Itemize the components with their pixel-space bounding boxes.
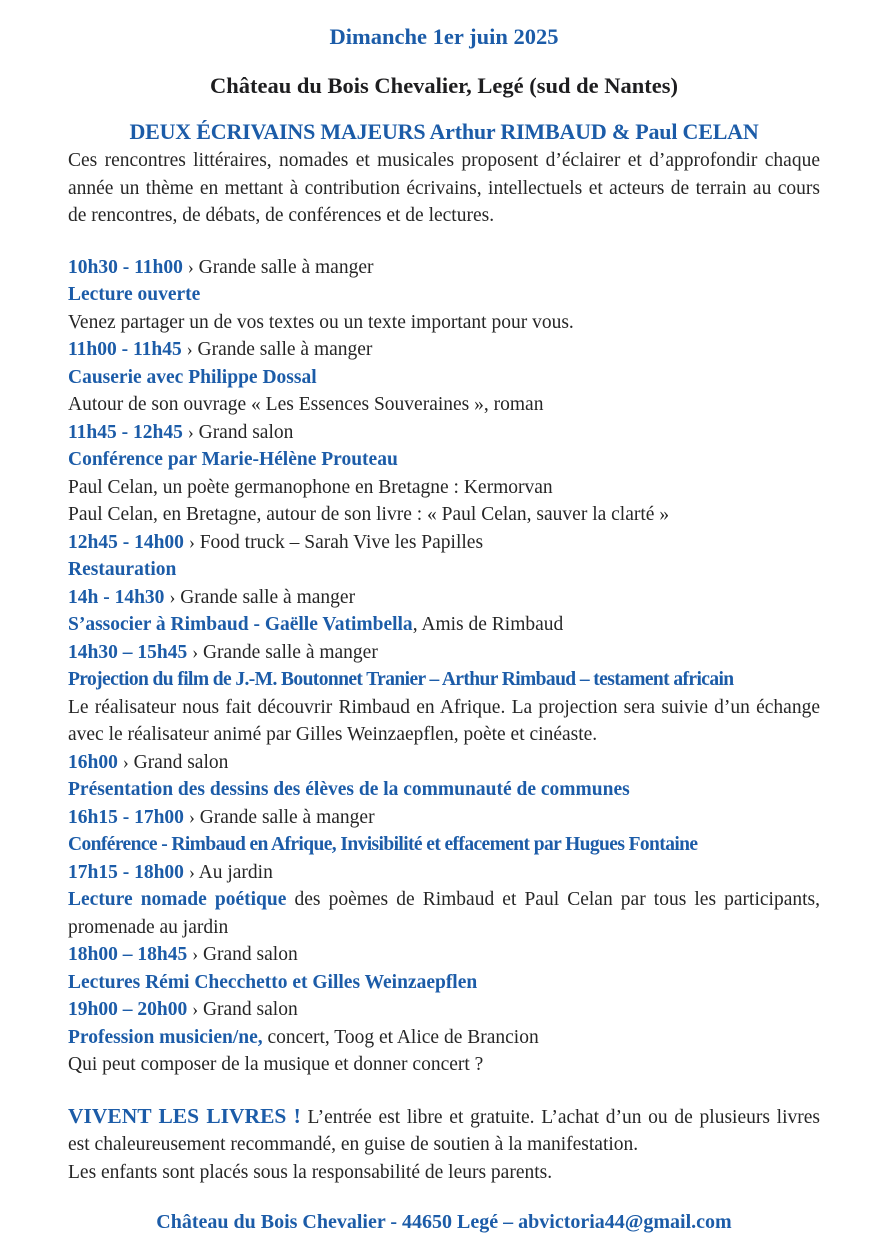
entry-location: Grand salon: [198, 421, 294, 443]
entry-time: 19h00 – 20h00: [68, 999, 188, 1020]
intro-paragraph: Ces rencontres littéraires, nomades et musicales proposent d’éclairer et d’approfondir chaque année un thème en mettant à contribution écrivains, intellectuels et acteurs de terrain au cours de rencontres, de débats, de conférences et de lectures.: [68, 150, 820, 226]
chevron-separator-icon: ›: [192, 641, 199, 662]
entry-location: Grande salle à manger: [198, 256, 374, 278]
entry-title-line: [68, 556, 820, 584]
venue-heading: Château du Bois Chevalier, Legé (sud de Nantes): [210, 73, 678, 98]
entry-title: Lecture nomade poétique: [68, 889, 287, 910]
entry-location: Grande salle à manger: [180, 586, 356, 608]
entry-time-line: [68, 254, 820, 282]
entry-description: Le réalisateur nous fait découvrir Rimbaud en Afrique. La projection sera suivie d’un échange avec le réalisateur animé par Gilles Weinzaepflen, poète et cinéaste.: [68, 696, 820, 745]
entry-title-line: [68, 886, 820, 941]
chevron-separator-icon: ›: [122, 751, 129, 772]
entry-description: Venez partager un de vos textes ou un texte important pour vous.: [68, 311, 574, 333]
chevron-separator-icon: ›: [188, 861, 195, 882]
entry-location: Grand salon: [133, 751, 229, 773]
schedule-list: [68, 254, 820, 1079]
schedule-entry: [68, 996, 820, 1079]
entry-time: 17h15 - 18h00: [68, 861, 184, 883]
chevron-separator-icon: ›: [187, 256, 194, 277]
notes-block: [68, 1103, 820, 1187]
entry-title: Présentation des dessins des élèves de la communauté de communes: [68, 779, 630, 800]
entry-time-line: [68, 749, 820, 777]
entry-location: Grande salle à manger: [199, 806, 375, 828]
event-headline: DEUX ÉCRIVAINS MAJEURS Arthur RIMBAUD & Paul CELAN: [129, 119, 759, 144]
chevron-separator-icon: ›: [188, 806, 195, 827]
entry-title-line: [68, 666, 820, 694]
entry-title: Projection du film de J.-M. Boutonnet Tranier – Arthur Rimbaud – testament africain: [68, 669, 734, 690]
entry-title-line: [68, 611, 820, 639]
entry-time: 12h45 - 14h00: [68, 531, 184, 553]
entry-description: Paul Celan, en Bretagne, autour de son livre : « Paul Celan, sauver la clarté »: [68, 504, 670, 525]
admission-note: [68, 1103, 820, 1159]
entry-time-line: [68, 529, 820, 557]
chevron-separator-icon: ›: [192, 944, 199, 964]
entry-time: 16h00: [68, 751, 118, 773]
chevron-separator-icon: ›: [192, 999, 199, 1019]
entry-title-line: [68, 1024, 820, 1052]
schedule-entry: [68, 941, 820, 996]
schedule-entry: [68, 859, 820, 942]
entry-title: S’associer à Rimbaud - Gaëlle Vatimbella: [68, 614, 413, 635]
note-highlight: VIVENT LES LIVRES !: [68, 1103, 301, 1128]
entry-title-line: [68, 446, 820, 474]
entry-title-suffix: concert, Toog et Alice de Brancion: [262, 1026, 539, 1048]
entry-time: 14h30 – 15h45: [68, 641, 188, 663]
entry-time-line: [68, 804, 820, 832]
entry-time: 14h - 14h30: [68, 586, 165, 608]
entry-title-suffix: des poèmes de Rimbaud et Paul Celan par tous les participants, promenade au jardin: [68, 889, 820, 938]
entry-location: Au jardin: [198, 861, 273, 883]
entry-title-line: [68, 831, 820, 859]
schedule-entry: [68, 804, 820, 859]
entry-time-line: [68, 336, 820, 364]
note-text: L’entrée est libre et gratuite. L’achat d’un ou de plusieurs livres est chaleureusement recommandé, en guise de soutien à la manifestation.: [68, 1106, 820, 1155]
entry-time-line: [68, 859, 820, 887]
entry-time-line: [68, 639, 820, 667]
entry-description: Qui peut composer de la musique et donner concert ?: [68, 1054, 484, 1075]
chevron-separator-icon: ›: [187, 421, 194, 442]
footer-contact: Château du Bois Chevalier - 44650 Legé – abvictoria44@gmail.com: [156, 1211, 732, 1233]
entry-time: 18h00 – 18h45: [68, 944, 188, 965]
schedule-entry: [68, 336, 820, 419]
entry-time: 11h00 - 11h45: [68, 339, 182, 360]
entry-title-line: [68, 969, 820, 997]
schedule-entry: [68, 639, 820, 749]
entry-time: 10h30 - 11h00: [68, 256, 183, 278]
entry-title: Causerie avec Philippe Dossal: [68, 366, 317, 388]
entry-description: Autour de son ouvrage « Les Essences Souveraines », roman: [68, 394, 544, 415]
entry-title: Lecture ouverte: [68, 284, 201, 305]
entry-time-line: [68, 941, 820, 969]
entry-time: 16h15 - 17h00: [68, 806, 184, 828]
entry-time-line: [68, 584, 820, 612]
event-date-heading: Dimanche 1er juin 2025: [329, 24, 559, 49]
entry-title-line: [68, 281, 820, 309]
entry-title: Profession musicien/ne,: [68, 1026, 263, 1048]
entry-location: Grand salon: [202, 999, 298, 1020]
schedule-entry: [68, 749, 820, 804]
entry-title: Conférence par Marie-Hélène Prouteau: [68, 449, 398, 470]
entry-location: Grande salle à manger: [202, 641, 378, 663]
entry-time-line: [68, 419, 820, 447]
schedule-entry: [68, 529, 820, 584]
schedule-entry: [68, 419, 820, 529]
entry-title-line: [68, 364, 820, 392]
entry-location: Grand salon: [202, 944, 298, 965]
entry-title: Lectures Rémi Checchetto et Gilles Weinzaepflen: [68, 971, 478, 993]
chevron-separator-icon: ›: [186, 339, 193, 359]
entry-title: Conférence - Rimbaud en Afrique, Invisibilité et effacement par Hugues Fontaine: [68, 834, 698, 855]
entry-location: Grande salle à manger: [197, 339, 373, 360]
entry-time-line: [68, 996, 820, 1024]
entry-location: Food truck – Sarah Vive les Papilles: [199, 531, 484, 553]
entry-title-suffix: , Amis de Rimbaud: [412, 614, 564, 635]
schedule-entry: [68, 584, 820, 639]
entry-time: 11h45 - 12h45: [68, 421, 183, 443]
entry-title: Restauration: [68, 559, 177, 580]
chevron-separator-icon: ›: [169, 586, 176, 607]
schedule-entry: [68, 254, 820, 337]
entry-description: Paul Celan, un poète germanophone en Bretagne : Kermorvan: [68, 476, 553, 498]
entry-title-line: [68, 776, 820, 804]
children-note: Les enfants sont placés sous la responsabilité de leurs parents.: [68, 1161, 553, 1183]
chevron-separator-icon: ›: [188, 531, 195, 552]
